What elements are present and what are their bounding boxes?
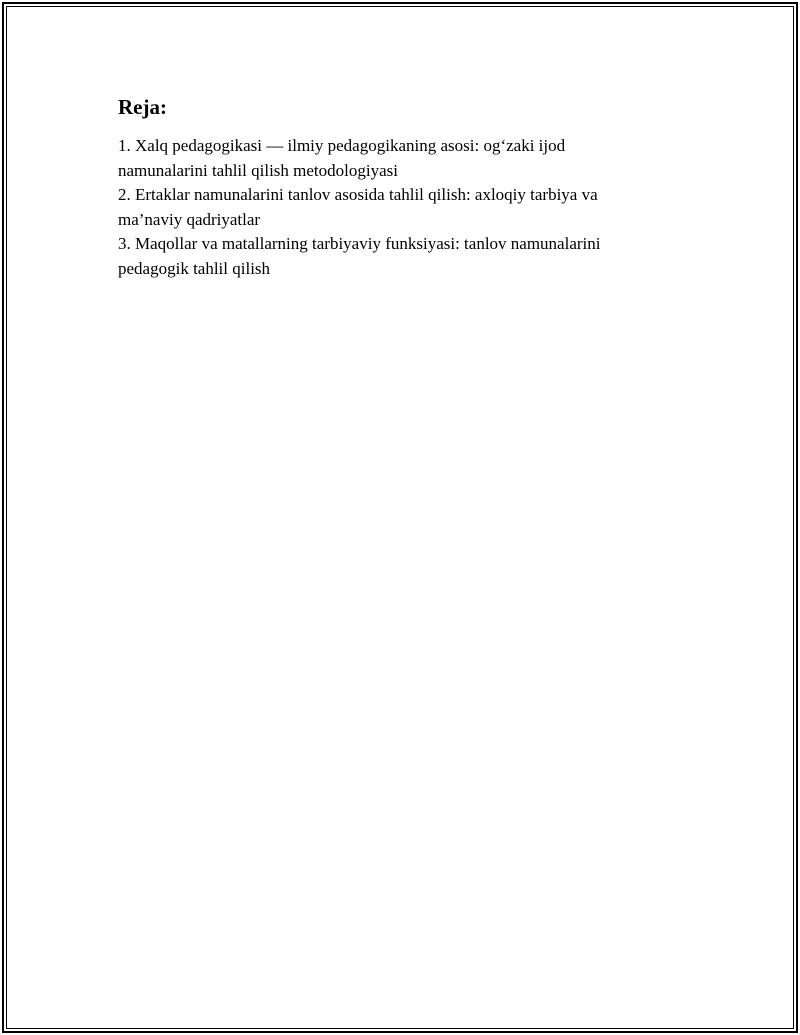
document-content (118, 94, 658, 281)
plan-item-3: 3. Maqollar va matallarning tarbiyaviy funksiyasi: tanlov namunalarini pedagogik tahlil qilish (118, 234, 601, 278)
plan-item-1: 1. Xalq pedagogikasi — ilmiy pedagogikaning asosi: og‘zaki ijod namunalarini tahlil qilish metodologiyasi (118, 136, 566, 180)
plan-item-2: 2. Ertaklar namunalarini tanlov asosida tahlil qilish: axloqiy tarbiya va ma’naviy qadriyatlar (118, 185, 598, 229)
plan-list (118, 134, 658, 281)
plan-heading: Reja: (118, 95, 167, 119)
